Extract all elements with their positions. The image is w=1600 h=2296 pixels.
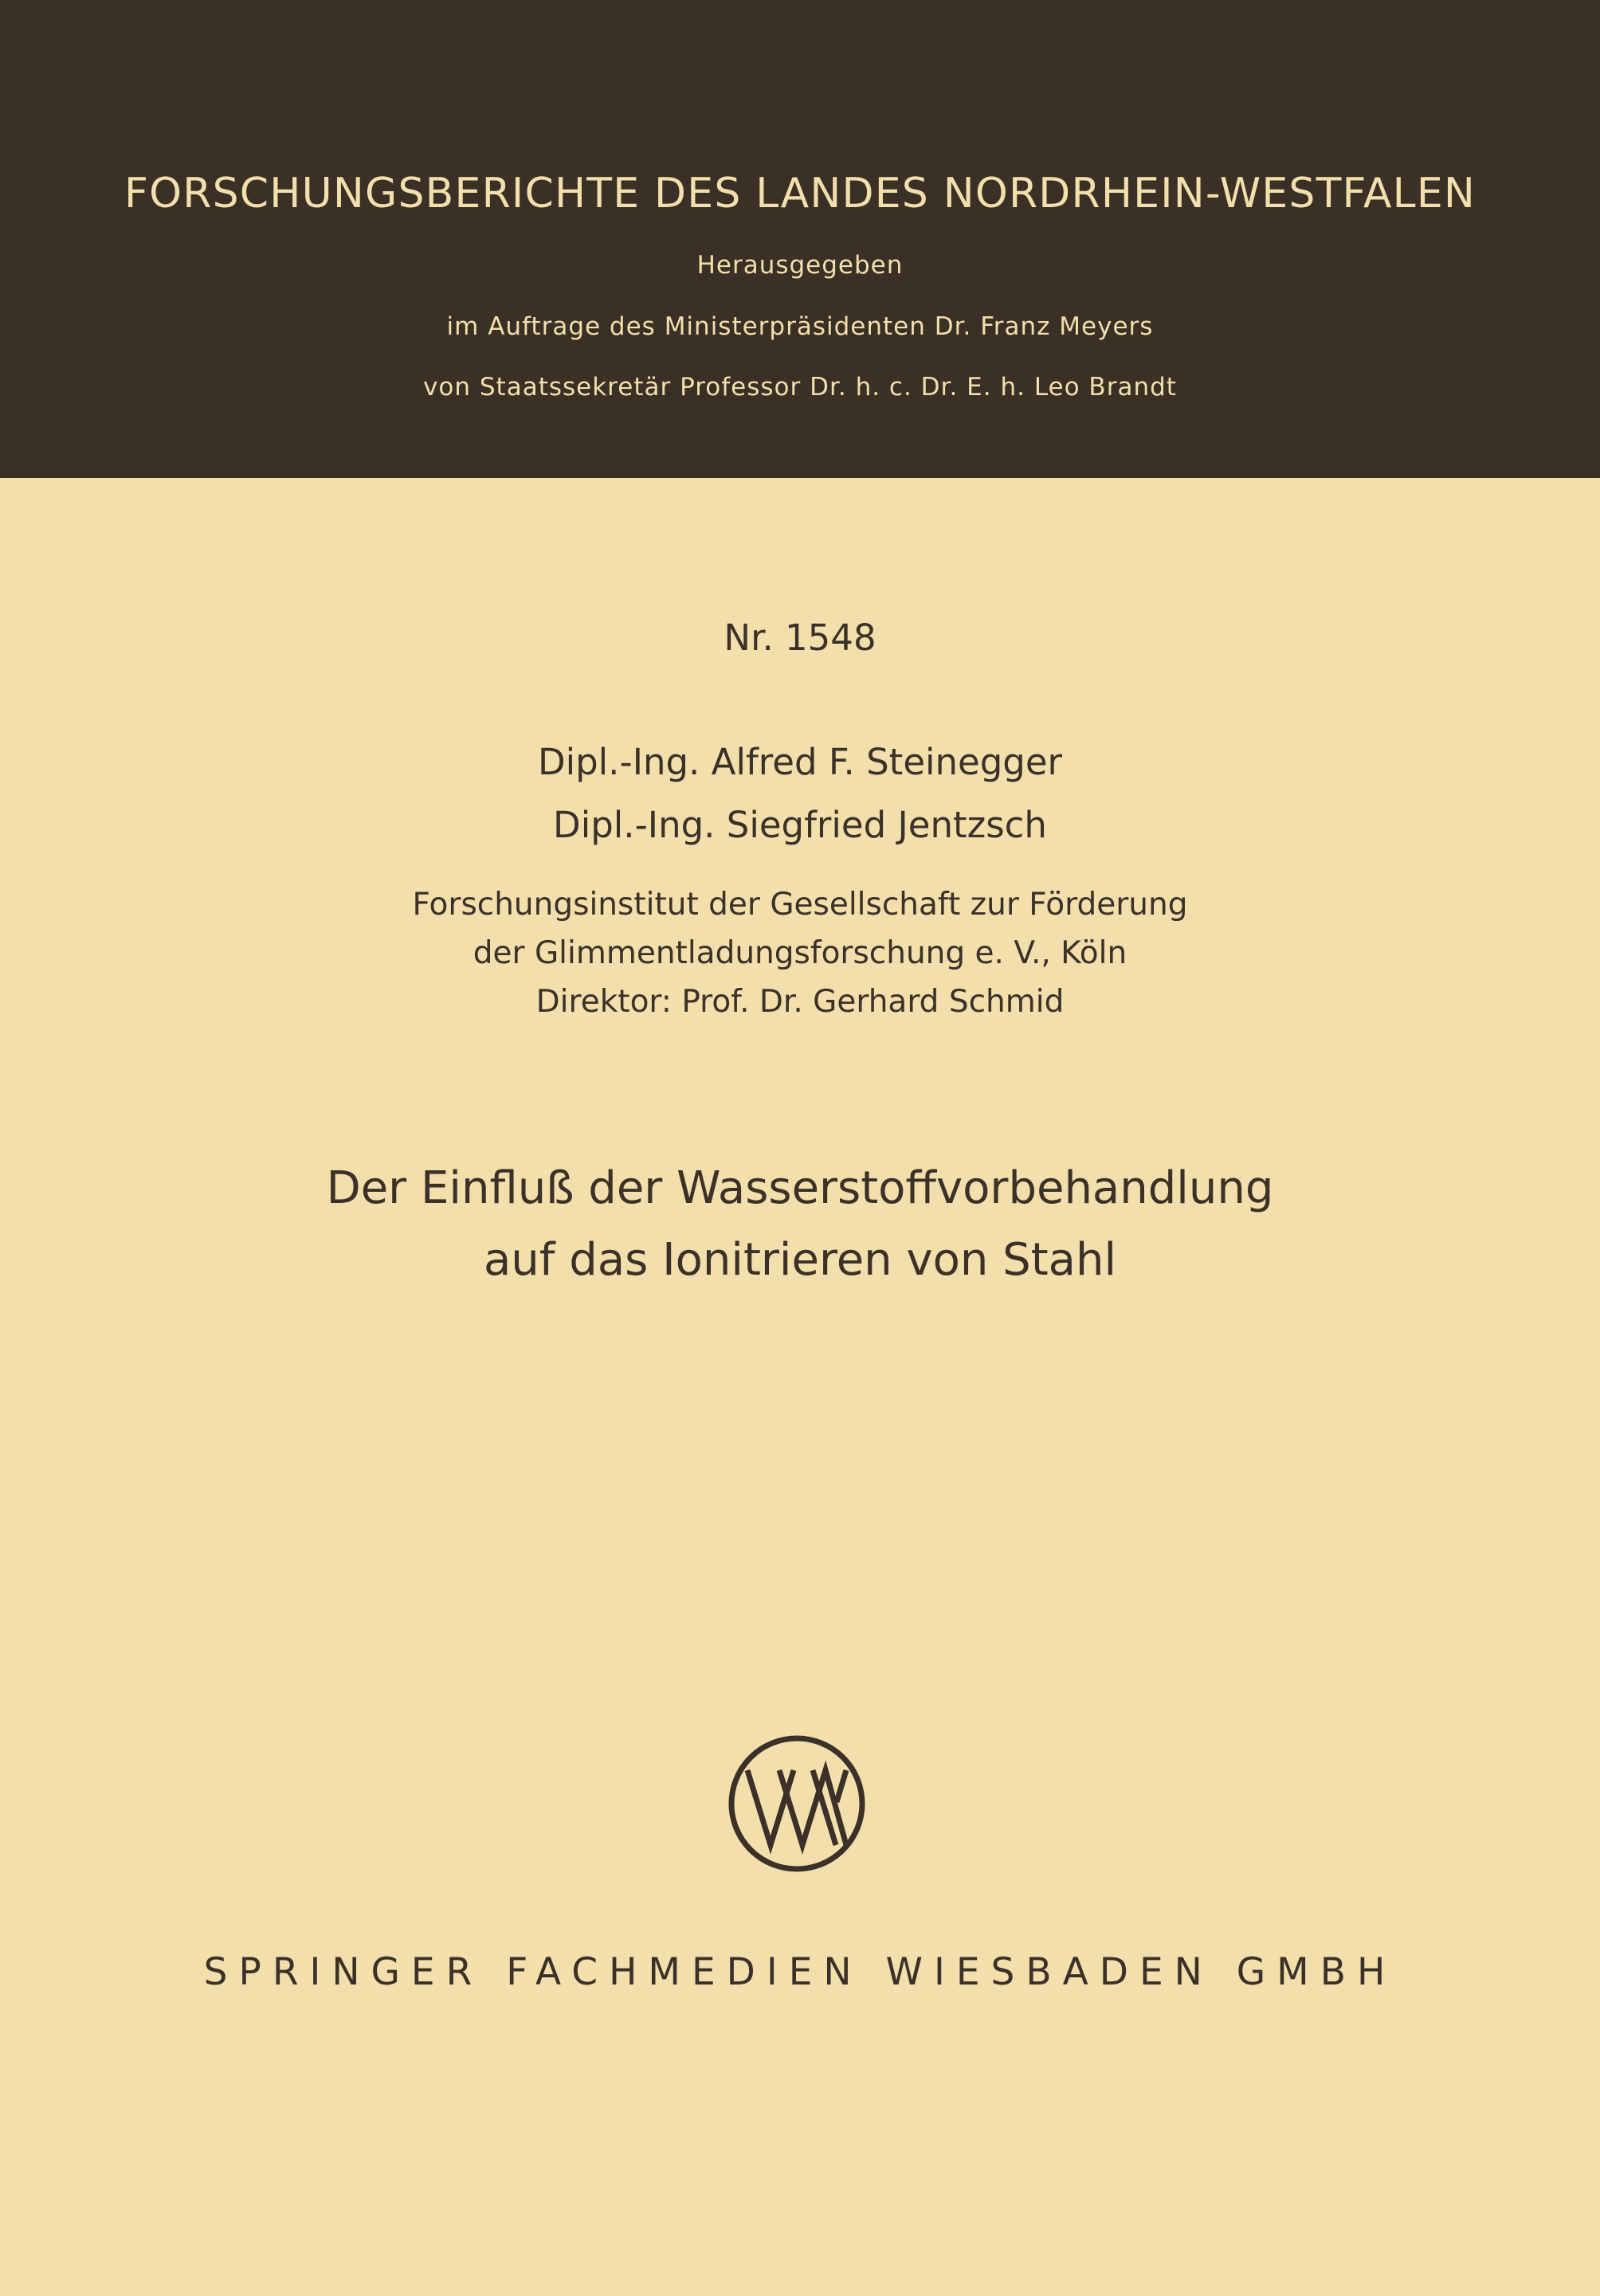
header-band [0,0,1600,478]
book-title-line-2: auf das Ionitrieren von Stahl [483,1234,1117,1286]
springer-vw-logo-icon [725,1732,869,1875]
institute-line-3: Direktor: Prof. Dr. Gerhard Schmid [535,984,1065,1020]
institute-line-1: Forschungsinstitut der Gesellschaft zur Förderung [412,887,1188,923]
editor-line-1: Herausgegeben [696,251,904,280]
author-2: Dipl.-Ing. Siegfried Jentzsch [553,804,1047,846]
author-1: Dipl.-Ing. Alfred F. Steinegger [537,741,1063,783]
report-number: Nr. 1548 [724,617,876,659]
publisher-name: SPRINGER FACHMEDIEN WIESBADEN GMBH [203,1950,1397,1994]
editor-line-3: von Staatssekretär Professor Dr. h. c. Dr. E. h. Leo Brandt [423,373,1177,402]
institute-line-2: der Glimmentladungsforschung e. V., Köln [473,935,1127,971]
book-title-line-1: Der Einfluß der Wasserstoffvorbehandlung [326,1162,1274,1214]
editor-line-2: im Auftrage des Ministerpräsidenten Dr. Franz Meyers [446,312,1154,341]
series-title: FORSCHUNGSBERICHTE DES LANDES NORDRHEIN-WESTFALEN [124,170,1476,217]
